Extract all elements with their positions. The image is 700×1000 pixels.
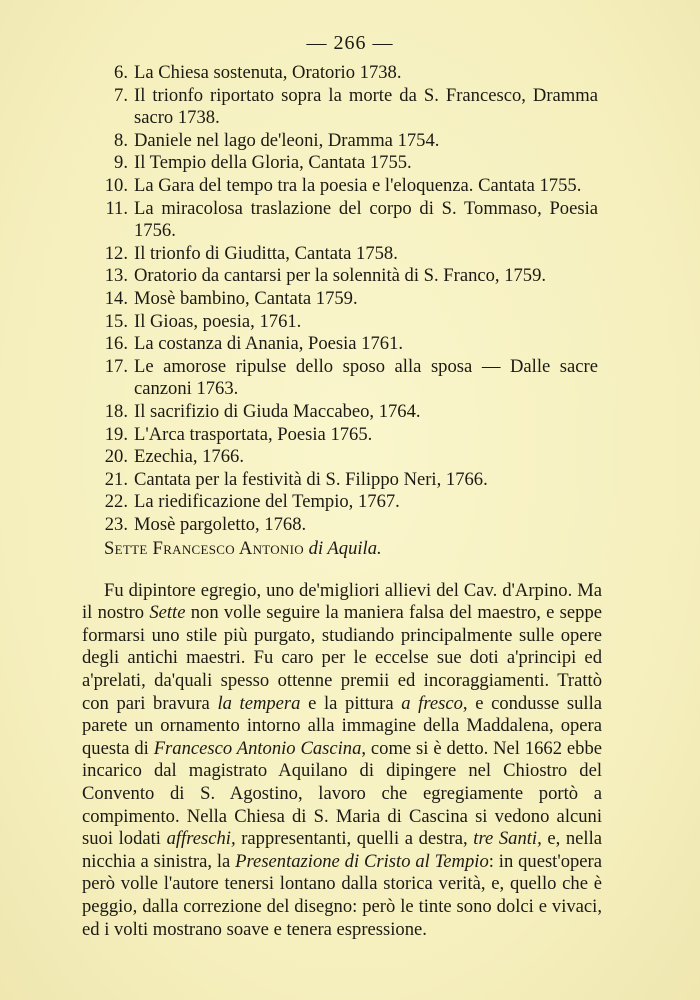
list-item-number: 22. bbox=[104, 491, 128, 513]
list-item-number: 18. bbox=[104, 400, 128, 422]
list-item-number: 17. bbox=[104, 355, 128, 377]
list-item bbox=[98, 424, 598, 447]
list-item-number: 8. bbox=[114, 129, 128, 151]
list-item-number: 13. bbox=[104, 265, 128, 287]
works-list bbox=[98, 62, 598, 536]
list-item bbox=[98, 85, 598, 130]
italic-text-run: tre Santi, bbox=[473, 828, 542, 850]
text-run: e la pittura bbox=[300, 692, 402, 714]
list-item bbox=[98, 152, 598, 175]
list-item bbox=[98, 356, 598, 401]
list-item-text: La costanza di Anania, Poesia 1761. bbox=[134, 333, 404, 355]
list-item-text: La miracolosa traslazione del corpo di S. Tommaso, Poesia 1756. bbox=[134, 197, 598, 242]
list-item bbox=[98, 198, 598, 243]
list-item-text: La Gara del tempo tra la poesia e l'eloquenza. Cantata 1755. bbox=[134, 174, 582, 196]
italic-text-run: Francesco Antonio Cascina bbox=[153, 737, 362, 759]
list-item-text: Oratorio da cantarsi per la solennità di S. Franco, 1759. bbox=[134, 265, 547, 287]
list-item-number: 15. bbox=[104, 310, 128, 332]
list-item-number: 10. bbox=[104, 174, 128, 196]
text-run: , come si è detto. Nel 1662 ebbe incarico dal magistrato Aquilano di dipingere nel Chiostro del Convento di S. Agostino, lavoro che egregiamente portò a compimento. Nella Chiesa di S. Maria di Cascina si vedono alcuni suoi lodati bbox=[82, 737, 602, 850]
list-item-text: Il Tempio della Gloria, Cantata 1755. bbox=[134, 152, 412, 174]
list-item bbox=[98, 514, 598, 537]
italic-text-run: la tempera bbox=[217, 692, 301, 714]
list-item-number: 19. bbox=[104, 423, 128, 445]
list-item-text: L'Arca trasportata, Poesia 1765. bbox=[134, 423, 373, 445]
list-item-number: 23. bbox=[104, 513, 128, 535]
list-item-number: 9. bbox=[114, 152, 128, 174]
list-item bbox=[98, 265, 598, 288]
list-item bbox=[98, 243, 598, 266]
text-run: rappresentanti, quelli a destra, bbox=[235, 828, 474, 850]
list-item bbox=[98, 130, 598, 153]
list-item bbox=[98, 333, 598, 356]
italic-text-run: Sette bbox=[149, 602, 186, 624]
list-item-text: Mosè bambino, Cantata 1759. bbox=[134, 287, 358, 309]
list-item bbox=[98, 288, 598, 311]
list-item-number: 7. bbox=[114, 84, 128, 106]
list-item-number: 20. bbox=[104, 446, 128, 468]
artist-origin: di Aquila. bbox=[308, 538, 382, 559]
list-item-text: La Chiesa sostenuta, Oratorio 1738. bbox=[134, 62, 402, 83]
list-item-number: 16. bbox=[104, 333, 128, 355]
list-item-number: 12. bbox=[104, 242, 128, 264]
list-item-text: La riedificazione del Tempio, 1767. bbox=[134, 491, 400, 513]
italic-text-run: affreschi, bbox=[166, 828, 236, 850]
text-run: , e condusse sulla parete un ornamento intorno alla immagine della Maddalena, opera questa di bbox=[82, 692, 602, 759]
page-number: — 266 — bbox=[306, 32, 394, 54]
list-item-text: Ezechia, 1766. bbox=[134, 446, 244, 468]
italic-text-run: a fresco bbox=[401, 692, 463, 714]
list-item bbox=[98, 446, 598, 469]
list-item bbox=[98, 401, 598, 424]
text-run: non volle seguire la maniera falsa del maestro, e seppe formarsi uno stile più purgato, studiando principalmente sulle opere degli antichi maestri. Fu caro per le eccelse sue doti a'principi ed a'prelati, da'quali spesso ottenne premii ed incoraggiamenti. Trattò con pari bravura bbox=[82, 602, 602, 714]
biography-paragraph bbox=[82, 580, 602, 942]
list-item-text: Il trionfo di Giuditta, Cantata 1758. bbox=[134, 242, 398, 264]
list-item-number: 6. bbox=[114, 62, 128, 83]
list-item bbox=[98, 311, 598, 334]
list-item-text: Cantata per la festività di S. Filippo Neri, 1766. bbox=[134, 468, 488, 490]
list-item bbox=[98, 491, 598, 514]
list-item-text: Le amorose ripulse dello sposo alla sposa — Dalle sacre canzoni 1763. bbox=[134, 355, 598, 400]
list-item-text: Daniele nel lago de'leoni, Dramma 1754. bbox=[134, 129, 440, 151]
list-item-text: Il Gioas, poesia, 1761. bbox=[134, 310, 302, 332]
list-item-number: 14. bbox=[104, 287, 128, 309]
list-item-text: Il trionfo riportato sopra la morte da S. Francesco, Dramma sacro 1738. bbox=[134, 84, 598, 129]
list-item bbox=[98, 469, 598, 492]
text-run: Fu dipintore egregio, uno de'migliori allievi del Cav. d'Arpino. Ma il nostro bbox=[82, 579, 602, 624]
list-item-text: Mosè pargoletto, 1768. bbox=[134, 513, 307, 535]
text-run: e, nella nicchia a sinistra, la bbox=[82, 828, 602, 872]
list-item-number: 21. bbox=[104, 468, 128, 490]
entry-heading bbox=[104, 538, 604, 561]
list-item bbox=[98, 175, 598, 198]
list-item-number: 11. bbox=[105, 197, 128, 219]
text-run: : in quest'opera però volle l'autore tenersi lontano dalla storica verità, e, quello che è peggio, dalla correzione del disegno: però le tinte sono dolci e vivaci, ed i volti mostrano soave e tenera espressione. bbox=[82, 850, 602, 940]
list-item bbox=[98, 62, 598, 85]
italic-text-run: Presentazione di Cristo al Tempio bbox=[235, 850, 489, 872]
list-item-text: Il sacrifizio di Giuda Maccabeo, 1764. bbox=[134, 400, 421, 422]
artist-name: Sette Francesco Antonio bbox=[104, 538, 304, 559]
